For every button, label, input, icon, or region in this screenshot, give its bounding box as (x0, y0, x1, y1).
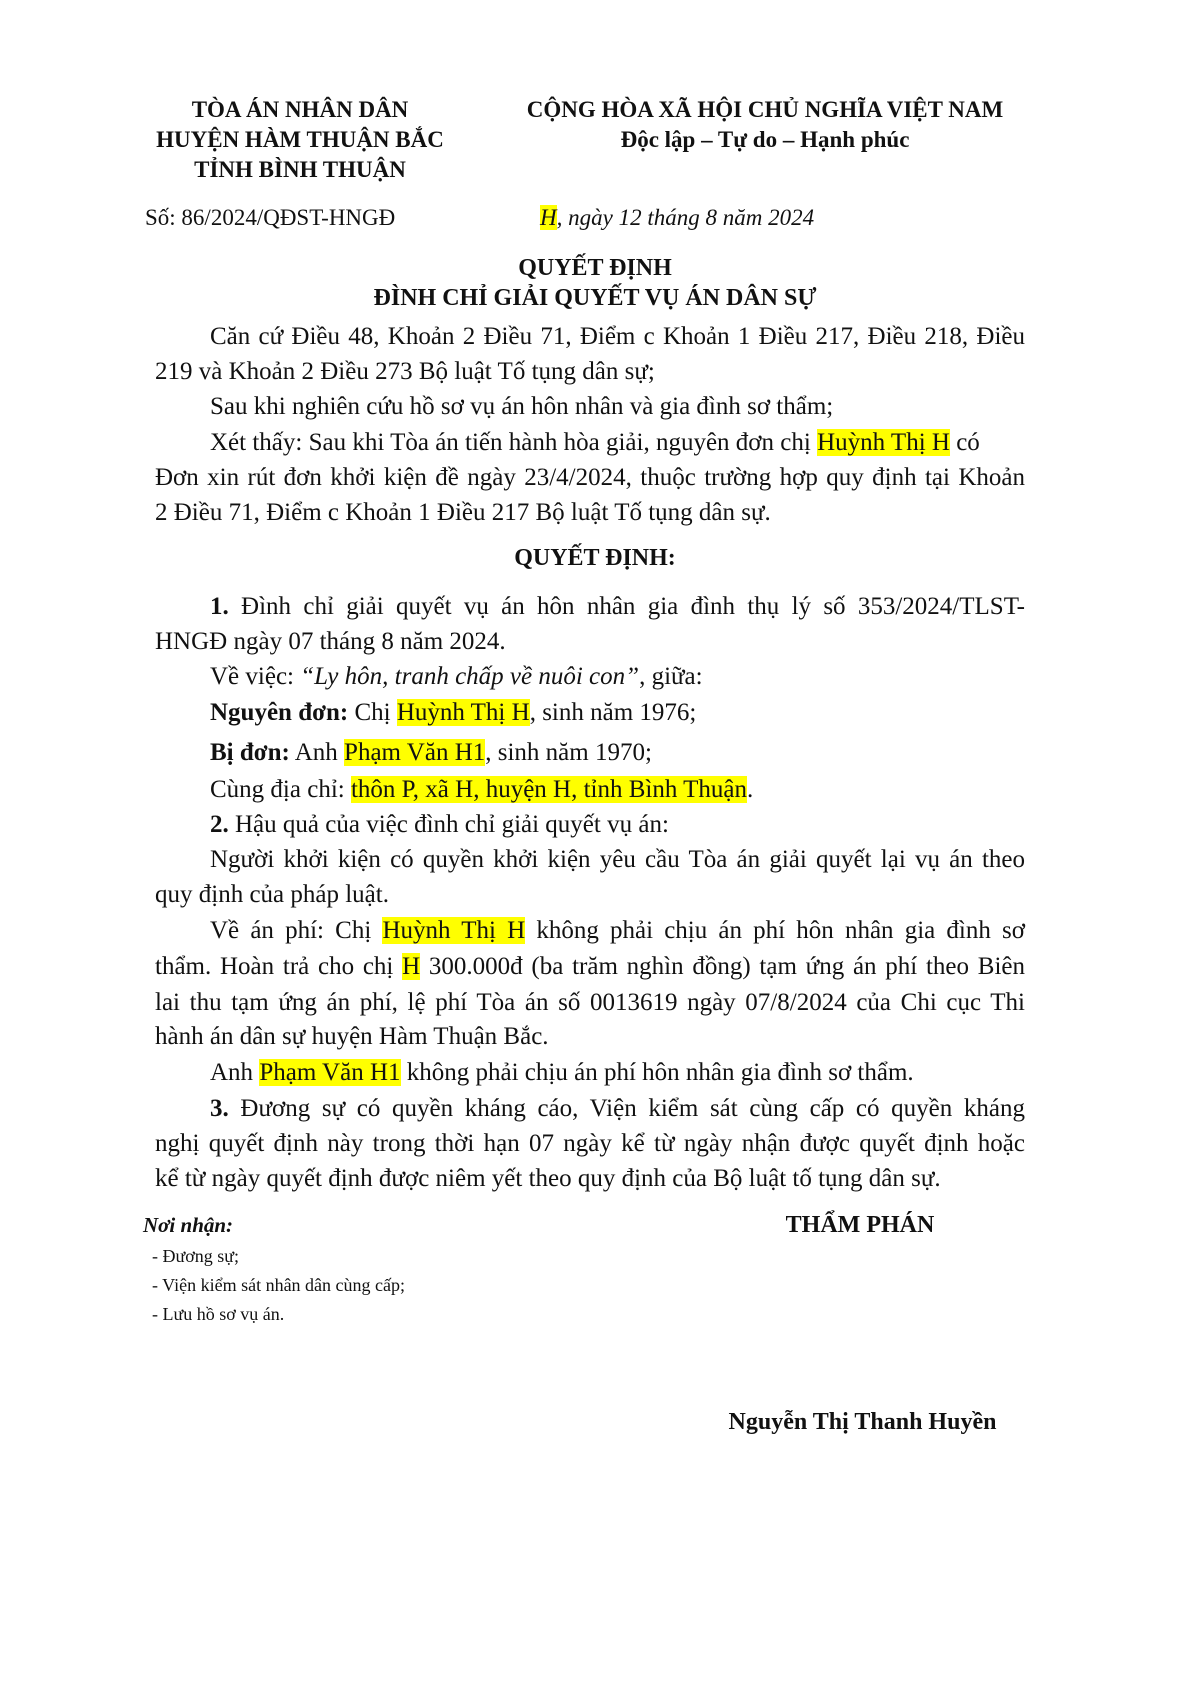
decision-item2-p1-line1: Người khởi kiện có quyền khởi kiện yêu cầu Tòa án giải quyết lại vụ án theo (210, 846, 1025, 873)
decision-item3-line3: kể từ ngày quyết định được niêm yết theo quy định của Bộ luật tố tụng dân sự. (155, 1165, 941, 1192)
recipient-item: - Viện kiểm sát nhân dân cùng cấp; (152, 1275, 406, 1295)
decision-item1-line2: HNGĐ ngày 07 tháng 8 năm 2024. (155, 628, 506, 655)
fee-line1: Về án phí: Chị Huỳnh Thị H không phải chịu án phí hôn nhân gia đình sơ (210, 917, 1025, 944)
fee-line4: hành án dân sự huyện Hàm Thuận Bắc. (155, 1023, 549, 1050)
plaintiff-line: Nguyên đơn: Chị Huỳnh Thị H, sinh năm 1976; (210, 699, 697, 726)
address: thôn P, xã H, huyện H, tỉnh Bình Thuận (350, 776, 748, 803)
preamble-p3-line1: Xét thấy: Sau khi Tòa án tiến hành hòa giải, nguyên đơn chị Huỳnh Thị H có (210, 429, 980, 456)
decision-item3-line2: nghị quyết định này trong thời hạn 07 ngày kể từ ngày nhận được quyết định hoặc (155, 1130, 1025, 1157)
recipients-label: Nơi nhận: (143, 1213, 234, 1237)
decision-heading: QUYẾT ĐỊNH: (514, 545, 676, 571)
fee-line5: Anh Phạm Văn H1 không phải chịu án phí hôn nhân gia đình sơ thẩm. (210, 1059, 914, 1086)
document-number: Số: 86/2024/QĐST-HNGĐ (145, 205, 396, 230)
plaintiff-name: Huỳnh Thị H (396, 699, 530, 726)
case-matter: Về việc: “Ly hôn, tranh chấp về nuôi con”, giữa: (210, 663, 703, 690)
court-name-line3: TỈNH BÌNH THUẬN (194, 157, 406, 182)
address-line: Cùng địa chỉ: thôn P, xã H, huyện H, tỉnh Bình Thuận. (210, 776, 754, 803)
court-name-line1: TÒA ÁN NHÂN DÂN (191, 97, 409, 122)
defendant-line: Bị đơn: Anh Phạm Văn H1, sinh năm 1970; (210, 739, 652, 766)
recipient-item: - Lưu hồ sơ vụ án. (152, 1304, 285, 1324)
national-title: CỘNG HÒA XÃ HỘI CHỦ NGHĨA VIỆT NAM (526, 97, 1004, 122)
preamble-p3-line3: 2 Điều 71, Điểm c Khoản 1 Điều 217 Bộ luật Tố tụng dân sự. (155, 499, 771, 526)
fee-line3: lai thu tạm ứng án phí, lệ phí Tòa án số 0013619 ngày 07/8/2024 của Chi cục Thi (155, 989, 1025, 1016)
issue-place: H (540, 205, 557, 230)
decision-item2-p1-line2: quy định của pháp luật. (155, 881, 389, 908)
national-motto: Độc lập – Tự do – Hạnh phúc (620, 127, 910, 152)
signature-title: THẨM PHÁN (785, 1212, 935, 1238)
document-title (155, 253, 1035, 313)
preamble-p1-line1: Căn cứ Điều 48, Khoản 2 Điều 71, Điểm c Khoản 1 Điều 217, Điều 218, Điều (210, 323, 1025, 350)
title-line1: QUYẾT ĐỊNH (518, 255, 672, 281)
title-line2: ĐÌNH CHỈ GIẢI QUYẾT VỤ ÁN DÂN SỰ (373, 285, 817, 311)
court-name-line2: HUYỆN HÀM THUẬN BẮC (156, 127, 444, 152)
signature-name: Nguyễn Thị Thanh Huyền (728, 1409, 997, 1435)
national-motto-block (505, 95, 1025, 155)
defendant-name: Phạm Văn H1 (344, 739, 486, 766)
decision-item2: 2. Hậu quả của việc đình chỉ giải quyết vụ án: (210, 811, 669, 838)
issue-date (540, 203, 814, 233)
fee-line2: thẩm. Hoàn trả cho chị H 300.000đ (ba trăm nghìn đồng) tạm ứng án phí theo Biên (155, 953, 1025, 980)
decision-item3-line1: 3. Đương sự có quyền kháng cáo, Viện kiểm sát cùng cấp có quyền kháng (210, 1095, 1025, 1122)
recipient-item: - Đương sự; (152, 1246, 240, 1266)
plaintiff-name: Huỳnh Thị H (817, 429, 950, 456)
preamble-p3-line2: Đơn xin rút đơn khởi kiện đề ngày 23/4/2024, thuộc trường hợp quy định tại Khoản (155, 464, 1025, 491)
court-name-block (145, 95, 455, 185)
decision-item1-line1: 1. Đình chỉ giải quyết vụ án hôn nhân gia đình thụ lý số 353/2024/TLST- (210, 593, 1025, 620)
preamble-p2: Sau khi nghiên cứu hồ sơ vụ án hôn nhân và gia đình sơ thẩm; (210, 393, 834, 420)
issue-date-text: , ngày 12 tháng 8 năm 2024 (556, 205, 815, 230)
preamble-p1-line2: 219 và Khoản 2 Điều 273 Bộ luật Tố tụng dân sự; (155, 358, 655, 385)
